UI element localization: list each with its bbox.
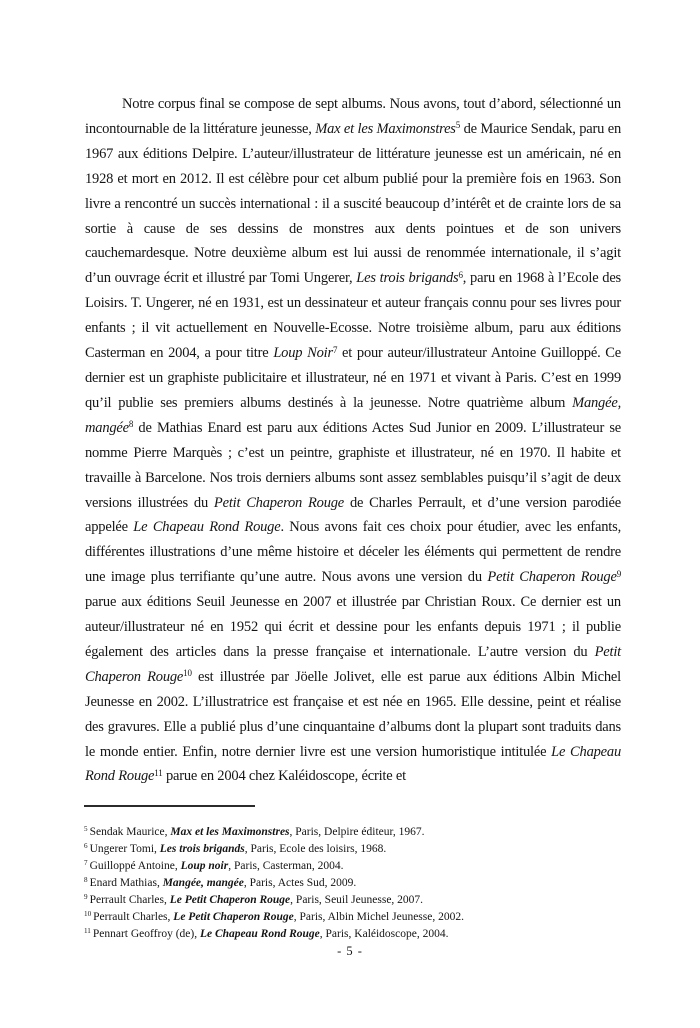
footnote-item: [84, 926, 624, 943]
footnote-reference: 5: [455, 120, 461, 131]
footnote-reference: 7: [332, 344, 338, 355]
text-run: et pour auteur/illustrateur Antoine Guilloppé. Ce dernier est un graphiste publicitaire et illustrateur, né en 1971 et vivant à Paris. C’est en 1999 qu’il publie ses premiers albums destinés à la jeunesse. Notre quatrième album: [85, 345, 622, 411]
footnote-number: 7: [84, 859, 88, 868]
text-run: Les trois brigands: [159, 843, 245, 855]
footnote-number: 6: [84, 842, 88, 851]
page-number: - 5 -: [337, 944, 363, 958]
text-run: de Mathias Enard est paru aux éditions Actes Sud Junior en 2009. L’illustrateur se nomme Pierre Marquès ; c’est un peintre, graphiste et illustrateur, né en 1970. Il habite et travaille à Barcelone. Nos trois derniers albums sont assez semblables puisqu’il s’agit de deux versions illustrées du: [85, 419, 621, 511]
footnote-number: 10: [84, 910, 92, 919]
text-run: Petit Chaperon Rouge: [213, 494, 345, 511]
text-run: Le Chapeau Rond Rouge: [85, 743, 622, 785]
text-run: , Paris, Kaléidoscope, 2004.: [319, 928, 449, 940]
text-run: Les trois brigands: [356, 270, 459, 287]
text-run: Notre corpus final se compose de sept albums. Nous avons, tout d’abord, sélectionné un incontournable de la littérature jeunesse,: [85, 96, 621, 137]
footnote-item: [84, 892, 624, 909]
text-run: , Paris, Delpire éditeur, 1967.: [289, 826, 425, 838]
text-run: parue en 2004 chez Kaléidoscope, écrite et: [162, 768, 406, 785]
footnote-separator-rule: [84, 805, 255, 807]
text-run: , paru en 1968 à l’Ecole des Loisirs. T. Ungerer, né en 1931, est un dessinateur et auteur français connu pour ses livres pour enfants ; il vit actuellement en Nouvelle-Ecosse. Notre troisième album, paru aux éditions Casterman en 2004, a pour titre: [85, 270, 621, 362]
text-run: Le Petit Chaperon Rouge: [169, 894, 291, 906]
footnote-number: 8: [84, 876, 88, 885]
text-run: de Charles Perrault, et d’une version parodiée appelée: [85, 494, 621, 536]
text-run: Le Chapeau Rond Rouge: [199, 928, 320, 940]
text-run: parue aux éditions Seuil Jeunesse en 2007 et illustrée par Christian Roux. Ce dernier est un auteur/illustrateur né en 1952 qui écrit et dessine pour les enfants depuis 1971 ; il publie également des articles dans la presse française et internationale. L’autre version du: [85, 594, 621, 660]
footnote-reference: 8: [128, 419, 134, 430]
footnote-item: [84, 824, 624, 841]
text-run: Petit Chaperon Rouge: [85, 643, 621, 685]
text-run: , Paris, Actes Sud, 2009.: [243, 877, 357, 889]
text-run: Loup noir: [180, 860, 229, 872]
footnote-reference: 9: [616, 568, 621, 579]
text-run: . Nous avons fait ces choix pour étudier, avec les enfants, différentes illustrations d’une même histoire et déceler les éléments qui permettent de rendre une image plus terrifiante qu’une autre. Nous avons une version du: [85, 519, 622, 586]
text-run: Perrault Charles,: [89, 894, 170, 906]
text-run: Petit Chaperon Rouge: [487, 569, 617, 586]
text-run: est illustrée par Jöelle Jolivet, elle est parue aux éditions Albin Michel Jeunesse en 2002. L’illustratrice est française et est née en 1965. Elle dessine, peint et réalise des gravures. Elle a publié plus d’une cinquantaine d’albums dont la plupart sont traduits dans le monde entier. Enfin, notre dernier livre est une version humoristique intitulée: [85, 668, 621, 760]
text-run: , Paris, Seuil Jeunesse, 2007.: [290, 894, 424, 906]
body-paragraph: [85, 92, 621, 789]
text-run: Guilloppé Antoine,: [89, 860, 181, 872]
text-run: de Maurice Sendak, paru en 1967 aux éditions Delpire. L’auteur/illustrateur de littérature jeunesse est un américain, né en 1928 et mort en 2012. Il est célèbre pour cet album publié pour la première fois en 1963. Son livre a rencontré un succès international : il a suscité beaucoup d’intérêt et de crainte lors de sa sortie à cause de ses dessins de monstres aux dents pointues et de son univers cauchemardesque. Notre deuxième album est lui aussi de renommée internationale, il s’agit d’un ouvrage écrit et illustré par Tomi Ungerer,: [85, 120, 621, 287]
text-run: Loup Noir: [273, 345, 333, 362]
text-run: Max et les Maximonstres: [315, 120, 456, 137]
text-run: Max et les Maximonstres: [170, 826, 290, 838]
text-run: Le Chapeau Rond Rouge: [133, 519, 281, 536]
footnote-number: 9: [84, 893, 88, 902]
text-run: Sendak Maurice,: [89, 826, 171, 838]
footnote-item: [84, 909, 624, 926]
text-run: , Paris, Casterman, 2004.: [228, 860, 344, 872]
text-run: Mangée, mangée: [162, 877, 244, 889]
text-run: Pennart Geoffroy (de),: [92, 928, 200, 940]
text-run: , Paris, Albin Michel Jeunesse, 2002.: [293, 911, 464, 923]
footnote-item: [84, 875, 624, 892]
text-run: Mangée, mangée: [85, 394, 621, 436]
text-run: Le Petit Chaperon Rouge: [173, 911, 294, 923]
footnote-item: [84, 858, 624, 875]
footnote-reference: 10: [183, 668, 192, 679]
footnote-item: [84, 841, 624, 858]
text-run: Ungerer Tomi,: [89, 843, 160, 855]
footnote-number: 5: [84, 825, 88, 834]
text-run: Enard Mathias,: [89, 877, 163, 889]
text-run: Perrault Charles,: [93, 911, 174, 923]
footnotes-list: [84, 824, 624, 943]
footnote-number: 11: [84, 927, 91, 936]
footnote-reference: 11: [154, 767, 163, 778]
footnote-reference: 6: [458, 269, 463, 280]
text-run: , Paris, Ecole des loisirs, 1968.: [244, 843, 387, 855]
